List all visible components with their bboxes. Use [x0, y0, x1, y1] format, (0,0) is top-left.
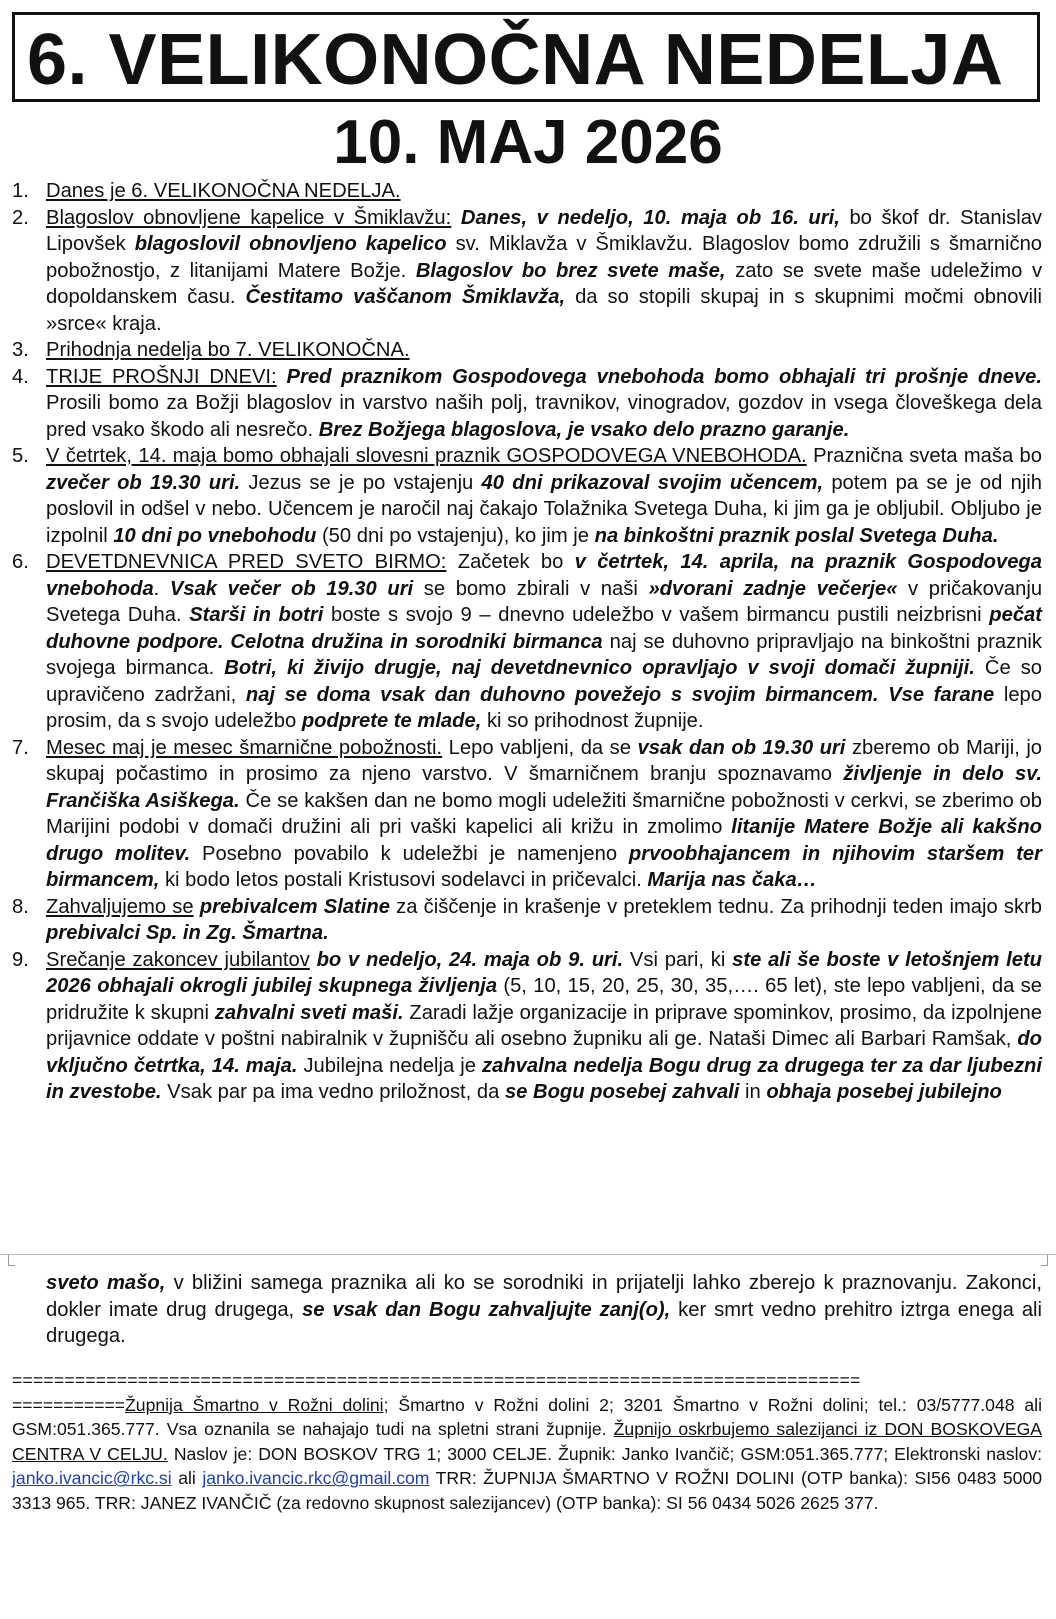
body-text: sv. Miklavža v Šmiklavžu. Blagoslov bomo združili s šmarnično pobožnostjo, z litanijami Matere Božje.	[46, 233, 1043, 282]
item-heading: Prihodnja nedelja bo 7. VELIKONOČNA.	[46, 339, 410, 361]
or-text: ali	[178, 1468, 196, 1489]
separator-line: =================================================================================	[12, 1370, 861, 1390]
item-number: 7.	[12, 736, 29, 759]
page-title: 6. VELIKONOČNA NEDELJA	[27, 20, 1004, 100]
item-number: 8.	[12, 895, 29, 918]
body-text: potem pa se je od njih poslovil in odšel v nebo. Učencem je naročil naj čakajo Tolažnika Svetega Duha, ki jim ga je obljubil. Obljubo je izpolnil	[46, 471, 1043, 547]
item-number: 6.	[12, 551, 29, 573]
emphasis-text: Brez Božjega blagoslova, je vsako delo prazno garanje.	[318, 418, 850, 441]
body-text: Če se kakšen dan ne bomo mogli udeležiti šmarnične pobožnosti v cerkvi, se zberimo ob Marijini podobi v domači družini ali pri vaški kapelici ali križu in zmolimo	[46, 789, 1042, 838]
list-item-7	[12, 735, 1042, 894]
emphasis-text: Blagoslov bo brez svete maše,	[415, 259, 726, 282]
list-item-1	[12, 178, 1042, 205]
emphasis-text: 10 dni po vnebohodu	[113, 524, 317, 547]
page-corner-mark-right	[1041, 1255, 1048, 1266]
emphasis-text: Marija nas čaka…	[647, 869, 817, 891]
emphasis-text: življenje in delo sv. Frančiška Asiškega.	[46, 763, 1042, 812]
list-item-2	[12, 205, 1042, 338]
body-text: Posebno povabilo k udeležbi je namenjeno	[202, 842, 618, 865]
body-text: se bomo zbirali v naši	[423, 577, 638, 600]
emphasis-text: do vključno četrtka, 14. maja.	[46, 1028, 1043, 1077]
list-item-6	[12, 549, 1042, 735]
emphasis-text: zahvalna nedelja Bogu drug za drugega ter za dar ljubezni in zvestobe.	[46, 1054, 1042, 1103]
parish-name: Župnija Šmartno v Rožni dolini;	[125, 1394, 389, 1415]
body-text: zato se svete maše udeležimo v dopoldanskem času.	[46, 259, 1043, 308]
emphasis-text: naj se doma vsak dan duhovno povežejo s svojim birmancem. Vse farane	[245, 683, 995, 706]
pastor-info: Naslov je: DON BOSKOV TRG 1; 3000 CELJE. Župnik: Janko Ivančič; GSM:051.365.777; Elektronski naslov:	[173, 1443, 1042, 1464]
body-text: za čiščenje in krašenje v preteklem tednu. Za prihodnji teden imajo skrb	[396, 895, 1043, 918]
emphasis-text: prebivalcem Slatine	[199, 895, 390, 918]
item-number: 3.	[12, 339, 29, 361]
emphasis-text: se Bogu posebej zahvali	[504, 1081, 740, 1103]
body-text: Vsi pari, ki	[629, 948, 726, 971]
body-text: v bližini samega praznika ali ko se sorodniki in prijatelji lahko zberejo k praznovanju. Zakonci, dokler imate drug drugega,	[46, 1272, 1042, 1321]
emphasis-text: »dvorani zadnje večerje«	[648, 577, 898, 600]
item-number: 2.	[12, 206, 29, 229]
body-text: ki so prihodnost župnije.	[486, 710, 704, 732]
page-corner-mark-left	[8, 1255, 15, 1266]
body-text: (50 dni po vstajenju), ko jim je	[321, 524, 589, 547]
emphasis-text: zahvalni sveti maši.	[214, 1001, 404, 1024]
item-heading: Danes je 6. VELIKONOČNA NEDELJA.	[46, 180, 401, 202]
body-text: (5, 10, 15, 20, 25, 30, 35,…. 65 let), ste lepo vabljeni, da se pridružite k skupni	[46, 975, 1042, 1024]
emphasis-text: ste ali še boste v letošnjem letu 2026 obhajali okrogli jubilej skupnega življenja	[46, 948, 1043, 997]
footer	[12, 1368, 1042, 1516]
item-heading: Blagoslov obnovljene kapelice v Šmiklavžu:	[46, 206, 452, 229]
body-text: Vsak par pa ima vedno priložnost, da	[167, 1081, 500, 1103]
title-box	[12, 12, 1040, 102]
email-link-primary[interactable]: janko.ivancic@rkc.si	[12, 1468, 172, 1489]
continuation-paragraph	[46, 1270, 1042, 1350]
body-text: Jezus se je po vstajenju	[248, 471, 474, 494]
list-item-4	[12, 364, 1042, 444]
page-date: 10. MAJ 2026	[333, 108, 723, 177]
online-note: Vsa oznanila se nahajajo tudi na spletni strani župnije.	[166, 1419, 607, 1440]
body-text: Začetek bo	[457, 551, 564, 573]
body-text: lepo prosim, da s svojo udeležbo	[46, 683, 1043, 732]
emphasis-text: Vsak večer ob 19.30 uri	[169, 577, 414, 600]
emphasis-text: v četrtek, 14. aprila, na praznik Gospodovega vnebohoda	[46, 551, 1042, 600]
body-text: Prosili bomo za Božji blagoslov in varstvo naših polj, travnikov, vinogradov, gozdov in vsega človeškega dela pred vsako škodo ali nesrečo.	[46, 392, 1042, 441]
emphasis-text: na binkoštni praznik poslal Svetega Duha.	[594, 524, 999, 547]
emphasis-text: podprete te mlade,	[301, 710, 482, 732]
list-item-5	[12, 443, 1042, 549]
emphasis-text: pečat duhovne podpore. Celotna družina in sorodniki birmanca	[46, 604, 1043, 653]
emphasis-text: Botri, ki živijo drugje, naj devetdnevnico opravljajo v svoji domači župniji.	[224, 657, 975, 679]
body-text: Zaradi lažje organizacije in priprave spominkov, prosimo, da izpolnjene prijavnice oddate v poštni nabiralnik v župnišču ali osebno župniku ali ge. Nataši Dimec ali Barbari Ramšak,	[46, 1001, 1042, 1050]
body-text: .	[153, 577, 160, 600]
emphasis-text: zvečer ob 19.30 uri.	[46, 471, 241, 494]
care-note: Župnijo oskrbujemo salezijanci iz DON BOSKOVEGA CENTRA V CELJU.	[12, 1419, 1043, 1464]
body-text: bo škof dr. Stanislav Lipovšek	[46, 206, 1043, 255]
list-item-9	[12, 947, 1042, 1106]
body-text: ki bodo letos postali Kristusovi sodelavci in pričevalci.	[164, 869, 642, 891]
emphasis-text: prvoobhajancem in njihovim staršem ter birmancem,	[46, 842, 1042, 891]
body-text: da so stopili skupaj in s skupnimi močmi obnovili »srce« kraja.	[46, 286, 1043, 335]
item-number: 1.	[12, 180, 29, 202]
bank-accounts: TRR: ŽUPNIJA ŠMARTNO V ROŽNI DOLINI (OTP banka): SI56 0483 5000 3313 965. TRR: JANEZ IVANČIČ (za redovno skupnost salezijancev) (OTP banka): SI 56 0434 5026 2625 377.	[12, 1468, 1043, 1513]
item-heading: Zahvaljujemo se	[46, 895, 194, 918]
separator-lead: ===========	[12, 1394, 126, 1415]
body-text: Praznična sveta maša bo	[813, 445, 1042, 467]
item-heading: DEVETDNEVNICA PRED SVETO BIRMO:	[46, 551, 447, 573]
emphasis-text: 40 dni prikazoval svojim učencem,	[481, 471, 824, 494]
email-link-secondary[interactable]: janko.ivancic.rkc@gmail.com	[202, 1468, 430, 1489]
emphasis-text: blagoslovil obnovljeno kapelico	[134, 233, 447, 255]
item-heading: Srečanje zakoncev jubilantov	[46, 948, 310, 971]
item-number: 5.	[12, 445, 29, 467]
emphasis-text: vsak dan ob 19.30 uri	[637, 736, 846, 759]
emphasis-text: Danes, v nedeljo, 10. maja ob 16. uri,	[460, 206, 840, 229]
item-heading: V četrtek, 14. maja bomo obhajali slovesni praznik GOSPODOVEGA VNEBOHODA.	[46, 445, 807, 467]
list-item-3	[12, 337, 1042, 364]
emphasis-text: se vsak dan Bogu zahvaljujte zanj(o),	[302, 1298, 671, 1321]
item-number: 4.	[12, 365, 29, 388]
emphasis-text: prebivalci Sp. in Zg. Šmartna.	[46, 922, 329, 944]
body-text: naj se duhovno pripravljajo na binkoštni praznik svojega birmanca.	[46, 630, 1043, 679]
item-heading: Mesec maj je mesec šmarnične pobožnosti.	[46, 736, 443, 759]
page-break-line	[0, 1254, 1056, 1255]
body-text: Lepo vabljeni, da se	[448, 736, 631, 759]
list-item-8	[12, 894, 1042, 947]
body-text: ker smrt vedno prehitro iztrga enega ali drugega.	[46, 1298, 1043, 1347]
contact-paragraph	[12, 1393, 1042, 1516]
emphasis-text: Starši in botri	[189, 604, 324, 626]
emphasis-text: sveto mašo,	[46, 1272, 166, 1294]
body-text: zberemo ob Mariji, jo skupaj počastimo in prosimo za njeno varstvo. V šmarničnem branju spoznavamo	[46, 736, 1043, 785]
body-text: in	[745, 1081, 761, 1103]
emphasis-text: litanije Matere Božje ali kakšno drugo molitev.	[46, 816, 1043, 865]
emphasis-text: Čestitamo vaščanom Šmiklavža,	[245, 286, 566, 308]
parish-address: Šmartno v Rožni dolini 2; 3201 Šmartno v Rožni dolini; tel.: 03/5777.048 ali GSM:051.365.777.	[12, 1394, 1043, 1440]
emphasis-text: Pred praznikom Gospodovega vnebohoda bomo obhajali tri prošnje dneve.	[286, 365, 1043, 388]
emphasis-text: obhaja posebej jubilejno	[766, 1081, 1002, 1103]
announcement-list	[12, 178, 1042, 1106]
page-break	[0, 1254, 1056, 1266]
body-text: Če so upravičeno zadržani,	[46, 657, 1043, 706]
emphasis-text: bo v nedeljo, 24. maja ob 9. uri.	[316, 948, 624, 971]
item-heading: TRIJE PROŠNJI DNEVI:	[46, 365, 277, 388]
item-number: 9.	[12, 948, 29, 971]
body-text: Jubilejna nedelja je	[303, 1054, 476, 1077]
body-text: v pričakovanju Svetega Duha.	[46, 577, 1043, 626]
body-text: boste s svojo 9 – dnevno udeležbo v vašem birmancu pustili neizbrisni	[331, 604, 982, 626]
